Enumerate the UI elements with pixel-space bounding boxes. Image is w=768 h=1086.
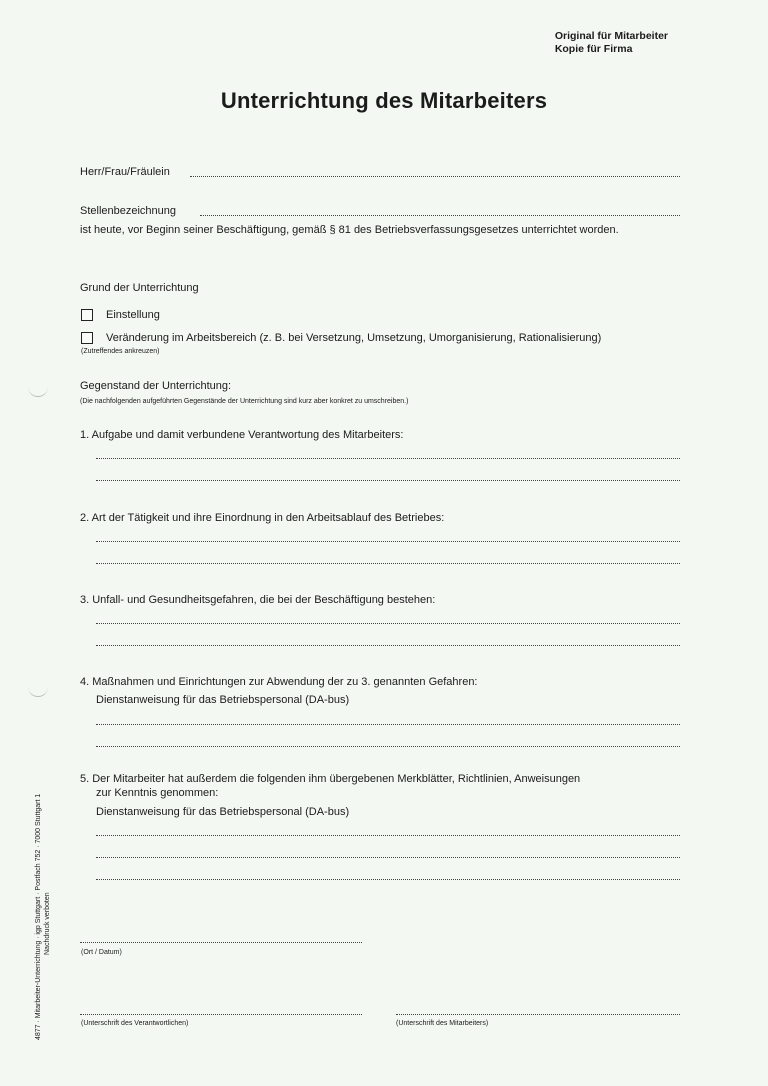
item-1-heading: 1. Aufgabe und damit verbundene Verantwortung des Mitarbeiters: xyxy=(80,429,404,441)
reason-hint: (Zutreffendes ankreuzen) xyxy=(81,348,160,355)
punch-hole xyxy=(28,686,48,697)
place-date-field[interactable] xyxy=(80,942,362,943)
subject-heading: Gegenstand der Unterrichtung: xyxy=(80,380,232,392)
checkbox-einstellung[interactable] xyxy=(81,309,93,321)
item-2-heading: 2. Art der Tätigkeit und ihre Einordnung in den Arbeitsablauf des Betriebes: xyxy=(80,512,445,524)
side-imprint-line1: 4877 · Mitarbeiter-Unterrichtung · igp Stuttgart · Postfach 752 · 7000 Stuttgart 1 xyxy=(35,793,42,1040)
position-label: Stellenbezeichnung xyxy=(80,205,177,217)
position-field[interactable] xyxy=(200,215,680,216)
item-1-line[interactable] xyxy=(96,458,680,459)
copy-distribution-note xyxy=(555,30,668,56)
side-imprint-line2: Nachdruck verboten xyxy=(44,892,51,955)
place-date-label: (Ort / Datum) xyxy=(81,949,122,956)
item-2-line[interactable] xyxy=(96,563,680,564)
copy-firm-label: Kopie für Firma xyxy=(554,43,633,55)
item-3-line[interactable] xyxy=(96,645,680,646)
copy-original-label: Original für Mitarbeiter xyxy=(554,30,668,42)
page-title: Unterrichtung des Mitarbeiters xyxy=(220,88,548,113)
responsible-signature-field[interactable] xyxy=(80,1014,362,1015)
item-5-heading-cont: zur Kenntnis genommen: xyxy=(96,787,219,799)
item-5-heading: 5. Der Mitarbeiter hat außerdem die folgenden ihm übergebenen Merkblätter, Richtlinien, Anweisungen xyxy=(80,773,581,785)
item-5-line[interactable] xyxy=(96,835,680,836)
subject-hint: (Die nachfolgenden aufgeführten Gegenstände der Unterrichtung sind kurz aber konkret zu umschreiben.) xyxy=(80,398,409,405)
side-imprint xyxy=(34,794,52,1040)
employee-signature-field[interactable] xyxy=(396,1014,680,1015)
responsible-signature-label: (Unterschrift des Verantwortlichen) xyxy=(81,1020,189,1027)
checkbox-veraenderung[interactable] xyxy=(81,332,93,344)
reason-heading: Grund der Unterrichtung xyxy=(80,282,199,294)
item-5-line[interactable] xyxy=(96,879,680,880)
item-4-line[interactable] xyxy=(96,746,680,747)
employee-signature-label: (Unterschrift des Mitarbeiters) xyxy=(396,1020,489,1027)
name-label: Herr/Frau/Fräulein xyxy=(80,166,170,178)
item-2-line[interactable] xyxy=(96,541,680,542)
punch-hole xyxy=(28,386,48,397)
item-4-heading: 4. Maßnahmen und Einrichtungen zur Abwendung der zu 3. genannten Gefahren: xyxy=(80,676,478,688)
item-3-line[interactable] xyxy=(96,623,680,624)
item-3-heading: 3. Unfall- und Gesundheitsgefahren, die bei der Beschäftigung bestehen: xyxy=(80,594,436,606)
item-1-line[interactable] xyxy=(96,480,680,481)
item-4-answer: Dienstanweisung für das Betriebspersonal (DA-bus) xyxy=(96,694,350,706)
option-veraenderung-label: Veränderung im Arbeitsbereich (z. B. bei Versetzung, Umsetzung, Umorganisierung, Rationalisierung) xyxy=(106,332,602,344)
name-field[interactable] xyxy=(190,176,680,177)
intro-text: ist heute, vor Beginn seiner Beschäftigung, gemäß § 81 des Betriebsverfassungsgesetzes unterrichtet worden. xyxy=(80,224,619,236)
item-5-line[interactable] xyxy=(96,857,680,858)
item-4-line[interactable] xyxy=(96,724,680,725)
option-einstellung-label: Einstellung xyxy=(106,309,160,321)
item-5-answer: Dienstanweisung für das Betriebspersonal (DA-bus) xyxy=(96,806,350,818)
